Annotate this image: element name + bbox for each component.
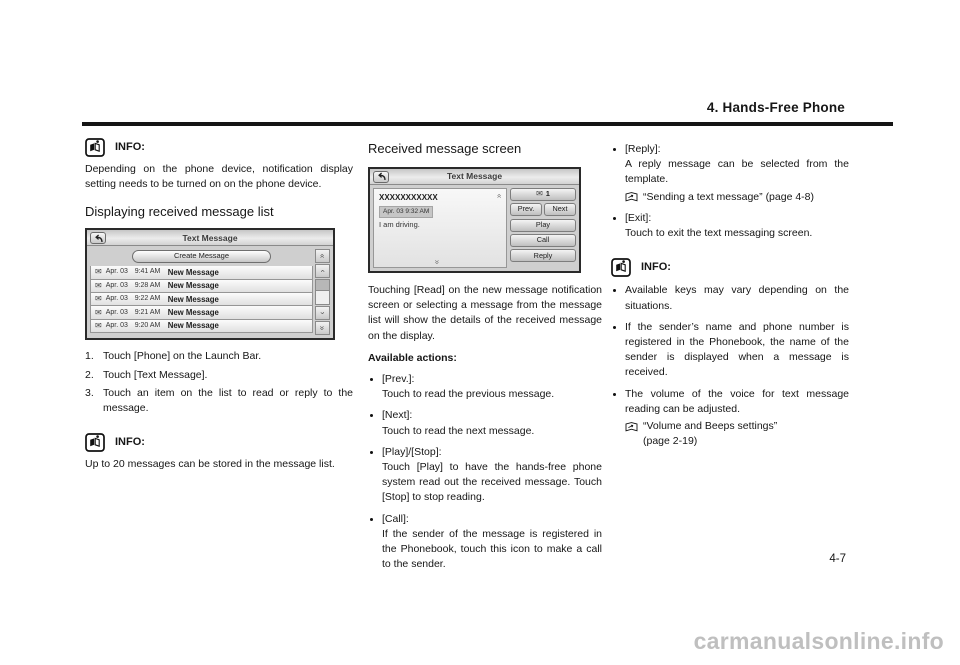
bullet-dot <box>613 393 616 396</box>
section-heading: Displaying received message list <box>85 204 274 220</box>
play-button: Play <box>510 219 576 232</box>
numbered-steps <box>85 349 353 416</box>
message-label: New Message <box>167 321 219 331</box>
action-item <box>611 211 849 241</box>
bullet-dot <box>370 414 373 417</box>
envelope-icon: ✉ <box>95 294 102 304</box>
step-item <box>85 368 353 383</box>
message-date: Apr. 03 <box>105 268 128 276</box>
message-date: Apr. 03 <box>105 321 128 329</box>
note-text: The volume of the voice for text message reading can be adjusted. <box>625 387 849 415</box>
message-time: 9:41 AM <box>134 268 161 276</box>
message-list-row <box>90 293 313 306</box>
reference-page: (page 2-19) <box>643 435 698 448</box>
message-count-badge <box>510 188 576 201</box>
message-list-row <box>90 320 313 333</box>
chevron-double-down-icon: « <box>431 259 441 265</box>
figure-received-message <box>368 167 581 273</box>
figure-titlebar <box>370 169 579 185</box>
action-buttons <box>510 188 576 268</box>
envelope-icon: ✉ <box>95 267 102 277</box>
scrollbar <box>315 249 330 335</box>
message-pane <box>373 188 507 268</box>
chapter-title: 4. Hands-Free Phone <box>706 100 845 115</box>
paragraph: Touching [Read] on the new message notification screen or selecting a message from the message list will show the details of the received message on the display. <box>368 283 602 342</box>
paragraph: Depending on the phone device, notification display setting needs to be turned on on the phone device. <box>85 163 353 191</box>
action-key: [Exit]: <box>625 211 652 224</box>
envelope-icon: ✉ <box>95 307 102 317</box>
chevron-double-up-icon: « <box>315 249 330 263</box>
action-key: [Play]/[Stop]: <box>382 445 442 458</box>
action-desc: Touch to read the next message. <box>382 424 535 437</box>
note-item <box>611 387 849 450</box>
bullet-dot <box>613 148 616 151</box>
action-desc: If the sender of the message is registered in the Phonebook, touch this icon to make a call to the sender. <box>382 527 602 571</box>
watermark: carmanualsonline.info <box>693 628 944 654</box>
note-item <box>611 283 849 313</box>
message-time: 9:28 AM <box>134 281 161 289</box>
bullet-dot <box>613 326 616 329</box>
message-list-row <box>90 280 313 293</box>
message-label: New Message <box>167 267 219 277</box>
message-datetime: Apr. 03 9:32 AM <box>379 206 433 217</box>
step-number: 3. <box>85 386 94 399</box>
info-icon <box>85 433 105 452</box>
page-number: 4-7 <box>829 553 846 565</box>
message-date: Apr. 03 <box>105 295 128 303</box>
message-text: I am driving. <box>379 219 420 229</box>
note-text: Available keys may vary depending on the situations. <box>625 284 849 312</box>
sender-name: XXXXXXXXXXX <box>379 192 438 202</box>
info-icon <box>85 138 105 157</box>
step-number: 1. <box>85 350 94 363</box>
prev-button: Prev. <box>510 203 542 216</box>
step-item <box>85 349 353 364</box>
bullet-dot <box>370 451 373 454</box>
message-list <box>90 249 313 335</box>
action-item <box>368 512 602 573</box>
next-button: Next <box>544 203 576 216</box>
message-label: New Message <box>167 281 219 291</box>
message-time: 9:21 AM <box>134 308 161 316</box>
figure-message-list <box>85 228 335 340</box>
badge-count: 1 <box>545 188 550 198</box>
envelope-icon: ✉ <box>536 189 543 199</box>
bullet-dot <box>613 217 616 220</box>
message-list-row <box>90 266 313 279</box>
action-item <box>368 372 602 402</box>
info-label: INFO: <box>641 260 671 273</box>
figure-title: Text Message <box>446 171 503 182</box>
message-time: 9:22 AM <box>134 295 161 303</box>
reference-text: “Sending a text message” (page 4-8) <box>643 190 815 203</box>
action-key: [Reply]: <box>625 143 661 155</box>
action-desc: Touch to exit the text messaging screen. <box>625 227 813 240</box>
column-right <box>611 142 849 450</box>
info-icon <box>611 258 631 277</box>
back-icon <box>90 232 106 244</box>
action-desc: A reply message can be selected from the template. <box>625 158 849 186</box>
header-rule <box>82 122 893 126</box>
page-reference-icon <box>625 192 638 202</box>
action-key: [Call]: <box>382 512 409 525</box>
action-desc: Touch [Play] to have the hands-free phone system read out the received message. Touch [Stop] to stop reading. <box>382 461 602 504</box>
message-date: Apr. 03 <box>105 308 128 316</box>
step-text: Touch [Phone] on the Launch Bar. <box>103 350 262 363</box>
step-text: Touch [Text Message]. <box>103 368 208 381</box>
column-middle <box>368 140 602 573</box>
paragraph: Up to 20 messages can be stored in the message list. <box>85 458 335 471</box>
figure-titlebar <box>87 230 333 246</box>
note-item <box>611 320 849 381</box>
step-number: 2. <box>85 368 94 381</box>
step-item <box>85 386 353 416</box>
action-item <box>368 445 602 506</box>
info-callout <box>611 258 849 277</box>
section-heading: Received message screen <box>368 141 522 156</box>
scrollbar-thumb <box>316 280 329 291</box>
message-time: 9:20 AM <box>134 321 161 329</box>
message-list-row <box>90 306 313 319</box>
action-item <box>368 408 602 438</box>
back-icon <box>373 171 389 183</box>
action-desc: Touch to read the previous message. <box>382 388 555 401</box>
reply-button: Reply <box>510 249 576 262</box>
action-key: [Next]: <box>382 409 413 422</box>
available-actions-label: Available actions: <box>368 351 457 364</box>
step-text: Touch an item on the list to read or reply to the message. <box>103 386 353 414</box>
note-text: If the sender’s name and phone number is registered in the Phonebook, the name of the sender is displayed when a message is received. <box>625 320 849 379</box>
figure-body <box>370 185 579 271</box>
scrollbar-track <box>315 279 330 305</box>
action-key: [Prev.]: <box>382 372 415 385</box>
action-item <box>611 142 849 205</box>
page-reference-icon <box>625 422 638 432</box>
chevron-double-up-icon: « <box>494 193 504 199</box>
bullet-dot <box>370 378 373 381</box>
figure-title: Text Message <box>182 232 238 243</box>
info-label: INFO: <box>115 140 145 153</box>
message-label: New Message <box>167 294 219 304</box>
chevron-up-icon: ‹ <box>315 264 330 278</box>
envelope-icon: ✉ <box>95 280 102 290</box>
chevron-double-down-icon: « <box>315 321 330 335</box>
info-callout <box>85 138 353 157</box>
reference-text: “Volume and Beeps settings” <box>643 420 778 433</box>
bullet-dot <box>370 518 373 521</box>
bullet-dot <box>613 289 616 292</box>
chevron-down-icon: ‹ <box>315 306 330 320</box>
info-label: INFO: <box>115 435 145 448</box>
column-left <box>85 138 353 472</box>
message-date: Apr. 03 <box>105 281 128 289</box>
call-button: Call <box>510 234 576 247</box>
envelope-icon: ✉ <box>95 321 102 331</box>
info-callout <box>85 433 353 452</box>
create-message-button: Create Message <box>132 250 270 263</box>
message-label: New Message <box>167 308 219 317</box>
figure-body <box>87 246 333 338</box>
